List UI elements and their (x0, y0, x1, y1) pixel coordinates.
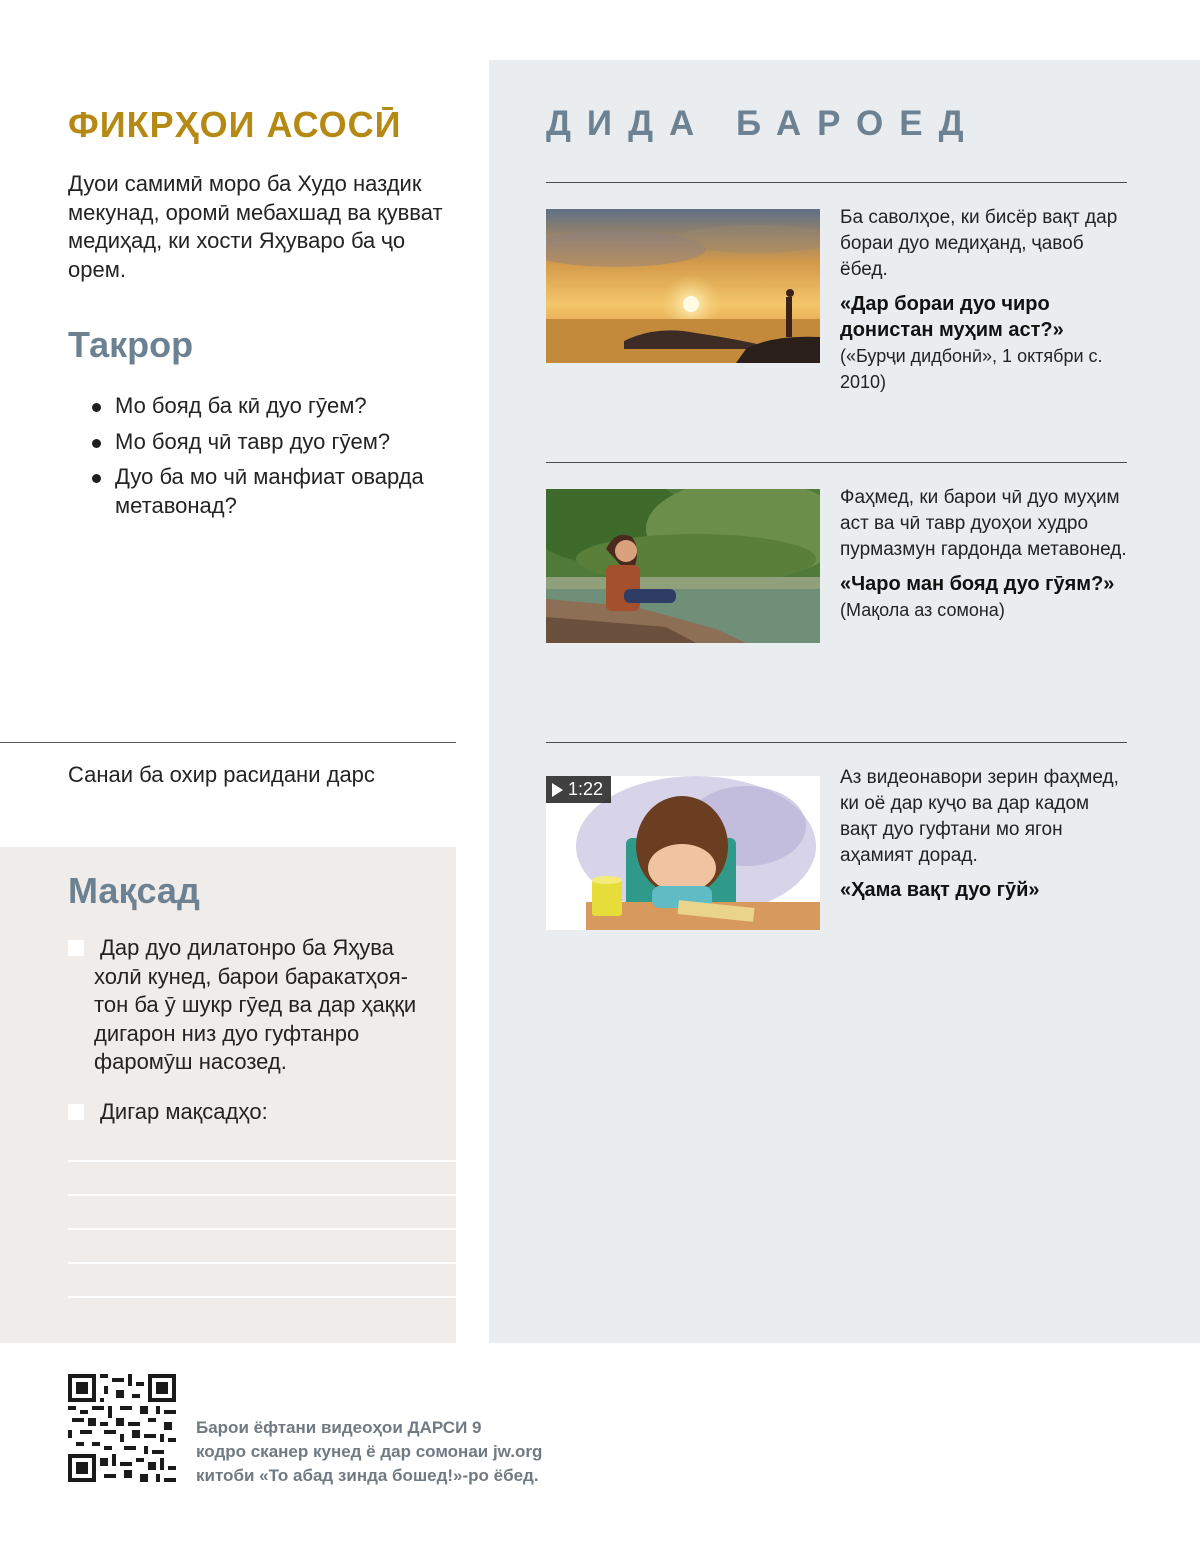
footer-line: китоби «То абад зинда бошед!»-ро ёбед. (196, 1466, 539, 1485)
review-heading: Такрор (68, 324, 194, 365)
play-icon[interactable] (552, 783, 563, 797)
resource-title-link[interactable]: «Чаро ман бояд дуо гӯям?» (840, 573, 1115, 595)
goal-writing-line[interactable] (68, 1262, 456, 1264)
bullet-icon (92, 474, 101, 483)
resource-title-link[interactable]: «Дар бораи дуо чиро донистан муҳим аст?» (840, 293, 1064, 341)
resource-text (840, 485, 1130, 623)
goal-writing-line[interactable] (68, 1296, 456, 1298)
sunset-woman-image[interactable] (546, 209, 820, 363)
resource-source: («Бурҷи дидбонӣ», 1 октябри с. 2010) (840, 346, 1103, 392)
resource-text (840, 765, 1130, 903)
review-item (92, 392, 452, 421)
resource-description: Фаҳмед, ки барои чӣ дуо муҳим аст ва чӣ тавр дуоҳои худро пурмазмун гардонда метавонед. (840, 487, 1127, 560)
bullet-icon (92, 403, 101, 412)
key-points-text: Дуои самимӣ моро ба Худо наздик мекунад, оромӣ мебахшад ва қувват медиҳад, ки хости Яҳуваро ба ҷо орем. (68, 171, 443, 282)
goal-writing-line[interactable] (68, 1194, 456, 1196)
goal-checkbox[interactable] (68, 940, 84, 956)
footer-instructions (196, 1416, 616, 1488)
boy-praying-animation-image[interactable] (546, 776, 820, 930)
goal-checkbox[interactable] (68, 1104, 84, 1120)
video-duration-badge[interactable] (546, 776, 611, 803)
goal-text: Дар дуо дилатонро ба Яҳува холӣ кунед, барои баракатҳоятон ба ӯ шукр гӯед ва дар ҳаққи дигарон низ дуо гуфтанро фаромӯш насозед. (94, 935, 417, 1074)
date-rule (0, 742, 456, 743)
resource-description: Аз видеонавори зерин фаҳмед, ки оё дар куҷо ва дар кадом вақт дуо гуфтани мо ягон аҳамият дорад. (840, 767, 1119, 866)
goal-item (68, 1098, 428, 1127)
footer-line: Барои ёфтани видеоҳои ДАРСИ 9 (196, 1418, 482, 1437)
bullet-icon (92, 439, 101, 448)
resource-source: (Мақола аз сомона) (840, 600, 1005, 620)
review-item (92, 428, 452, 457)
resource-divider (546, 742, 1127, 743)
resource-description: Ба саволҳое, ки бисёр вақт дар бораи дуо медиҳанд, ҷавоб ёбед. (840, 207, 1118, 280)
review-item-text: Мо бояд чӣ тавр дуо гӯем? (115, 428, 391, 454)
resource-text (840, 205, 1130, 395)
completion-date-label: Санаи ба охир расидани дарс (68, 762, 375, 787)
goal-heading: Мақсад (68, 870, 200, 911)
review-item-text: Дуо ба мо чӣ манфиат оварда метавонад? (115, 464, 424, 518)
review-list (92, 392, 452, 527)
review-item-text: Мо бояд ба кӣ дуо гӯем? (115, 393, 367, 418)
goal-item (68, 934, 428, 1077)
footer-line: кодро сканер кунед ё дар сомонаи jw.org (196, 1442, 543, 1461)
resource-divider (546, 462, 1127, 463)
goal-text: Дигар мақсадҳо: (100, 1099, 268, 1124)
goal-writing-line[interactable] (68, 1228, 456, 1230)
key-points-heading: ФИКРҲОИ АСОСӢ (68, 104, 402, 145)
qr-code-icon[interactable] (68, 1374, 176, 1482)
woman-by-river-image[interactable] (546, 489, 820, 643)
review-item (92, 463, 452, 520)
see-also-heading: ДИДА БАРОЕД (546, 104, 980, 143)
goal-writing-line[interactable] (68, 1160, 456, 1162)
resource-title-link[interactable]: «Ҳама вақт дуо гӯй» (840, 879, 1040, 901)
goal-box (0, 847, 456, 1343)
video-duration: 1:22 (568, 779, 604, 799)
resource-divider (546, 182, 1127, 183)
